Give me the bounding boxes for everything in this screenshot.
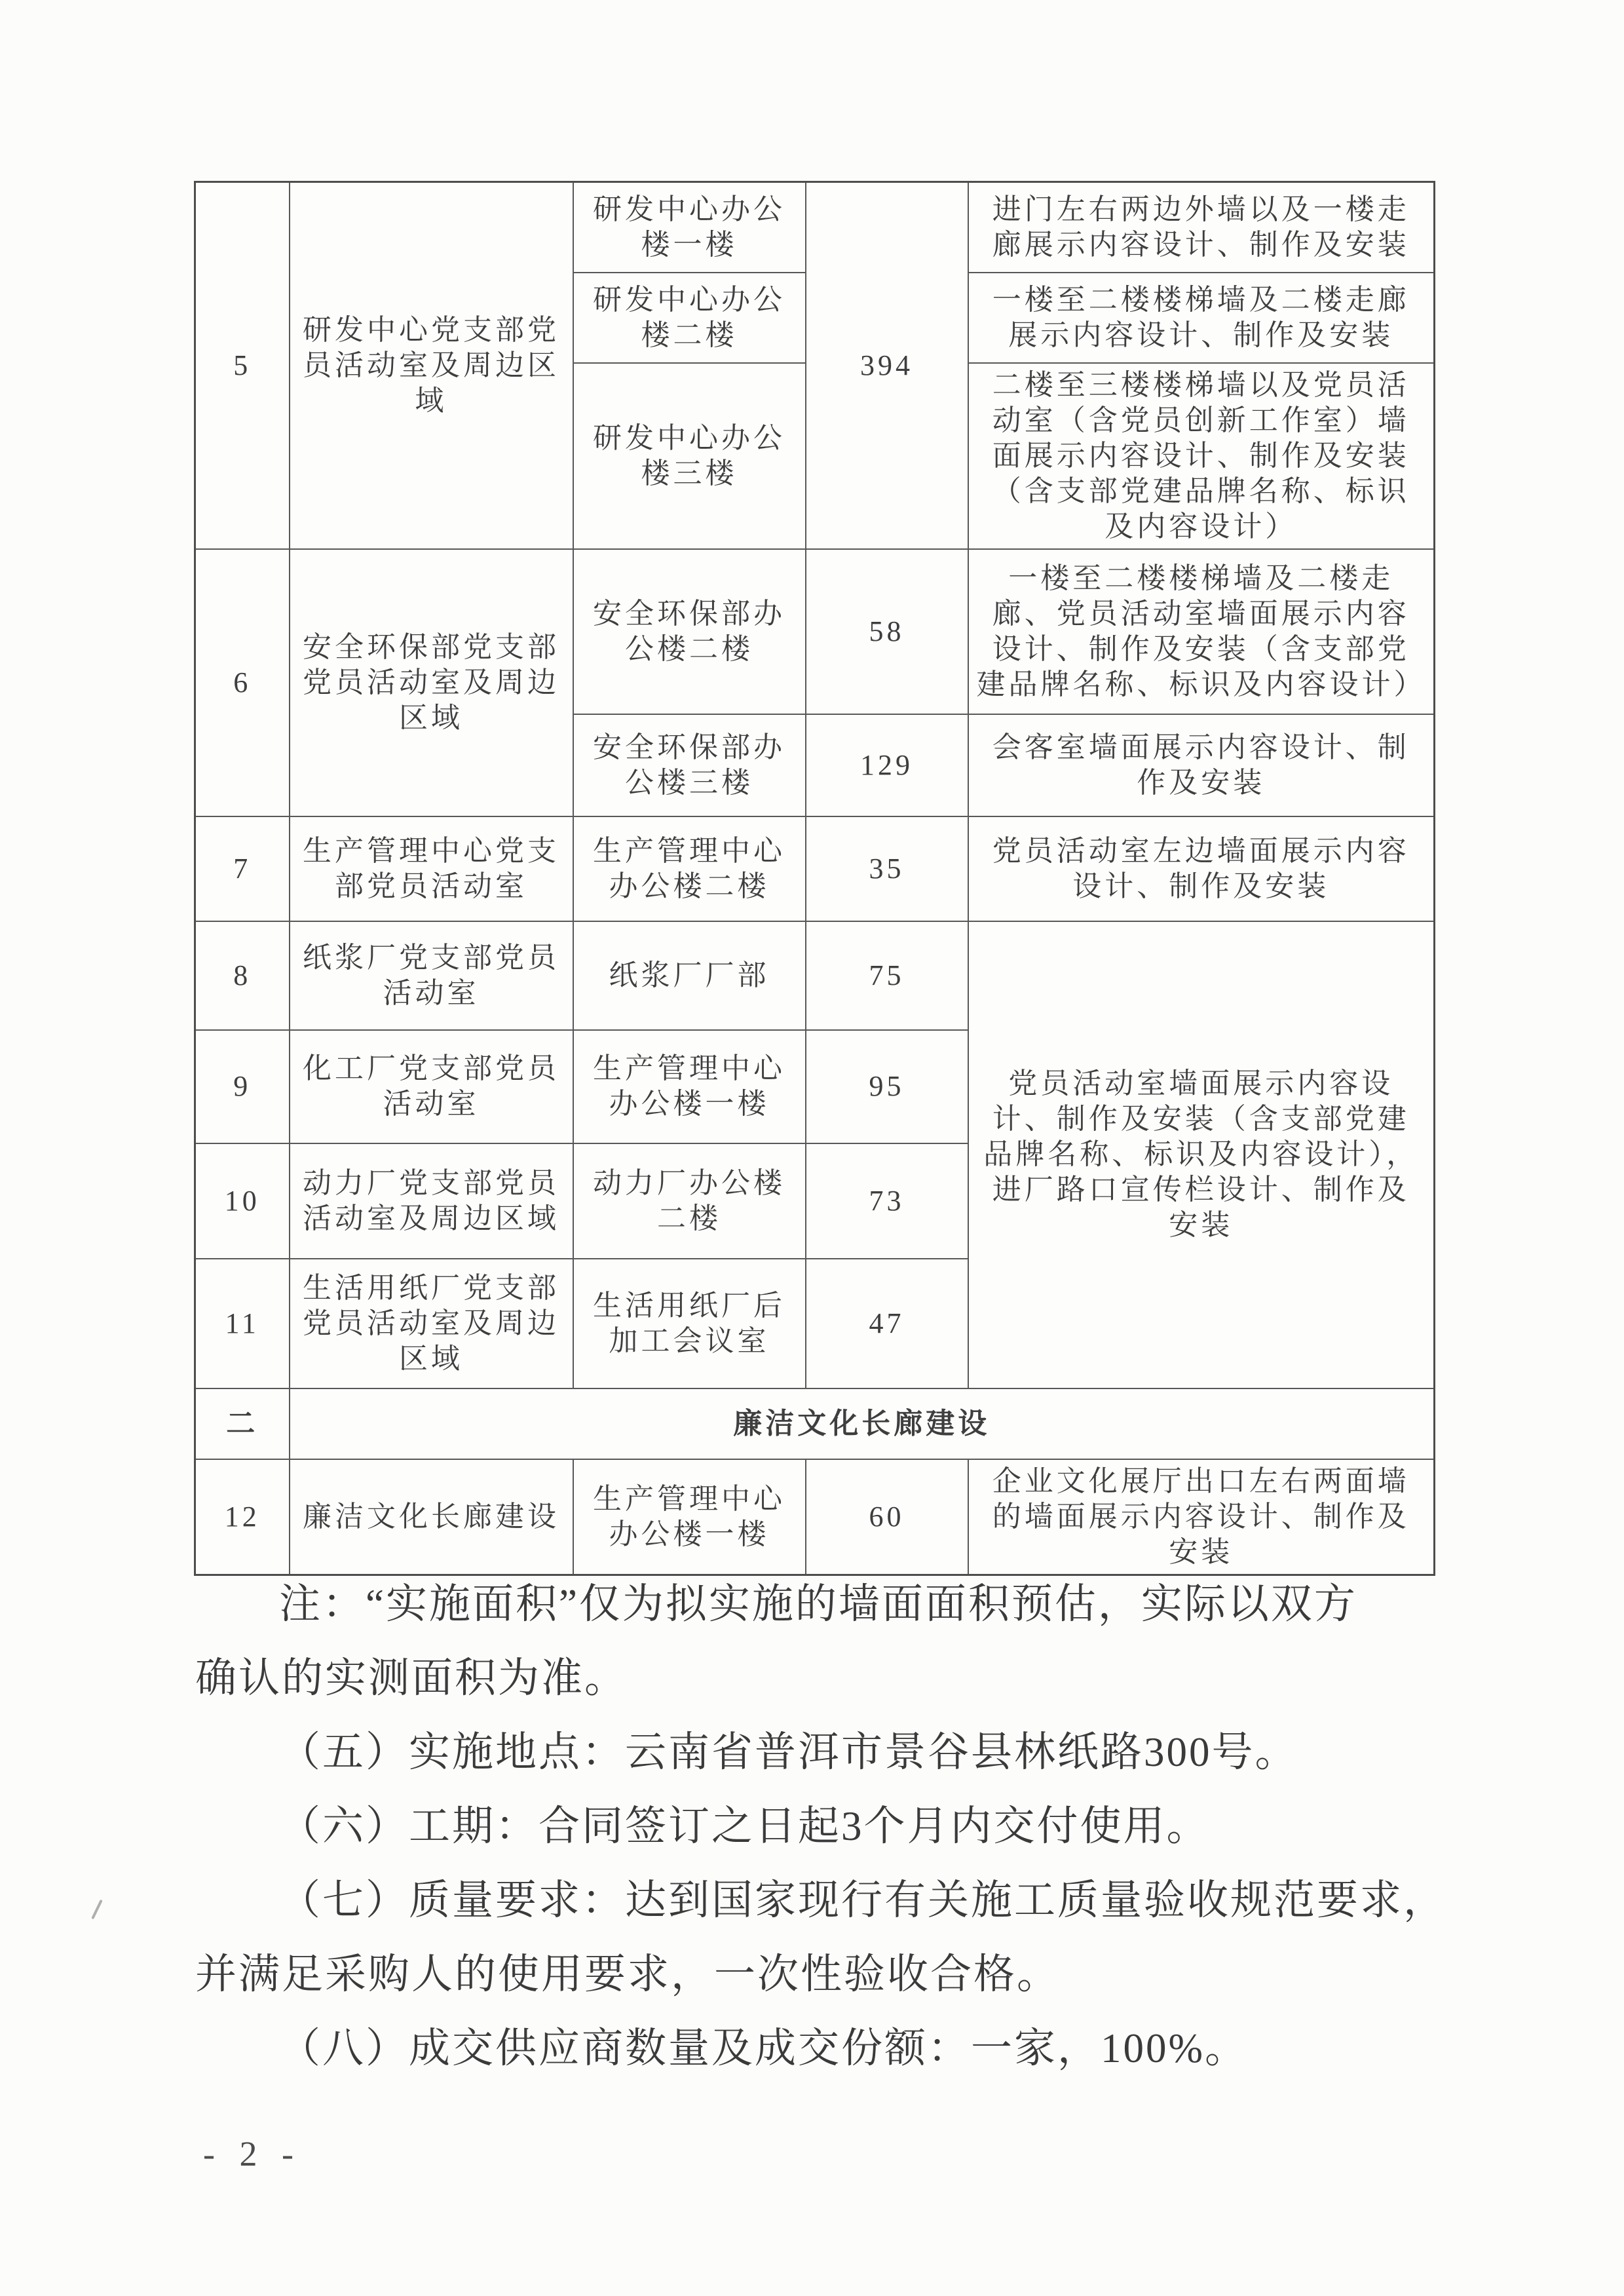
cell-r5-sub1-content: 进门左右两边外墙以及一楼走廊展示内容设计、制作及安装 [968,182,1435,273]
cell-r11-no: 11 [195,1259,290,1388]
paragraph-7-quality-line-2: 并满足采购人的使用要求，一次性验收合格。 [195,1951,1060,1997]
cell-r10-area: 73 [806,1143,968,1259]
note-line-2: 确认的实测面积为准。 [195,1655,628,1701]
cell-r5-sub3-location: 研发中心办公楼三楼 [573,363,806,549]
cell-r7-no: 7 [195,816,290,921]
paragraph-8-supplier-share: （八）成交供应商数量及成交份额：一家，100%。 [279,2025,1248,2071]
cell-r5-sub3-content: 二楼至三楼楼梯墙以及党员活动室（含党员创新工作室）墙面展示内容设计、制作及安装（含支部党建品牌名称、标识及内容设计） [968,363,1435,549]
cell-r6-sub2-area: 129 [806,714,968,816]
paragraph-5-location: （五）实施地点：云南省普洱市景谷县林纸路300号。 [279,1729,1298,1775]
cell-r6-sub1-location: 安全环保部办公楼二楼 [573,549,806,714]
note-line-1: 注：“实施面积”仅为拟实施的墙面面积预估，实际以双方 [279,1581,1357,1627]
scan-artifact-mark [91,1900,103,1920]
cell-r6-name: 安全环保部党支部党员活动室及周边区域 [290,549,573,816]
cell-section2-no: 二 [195,1388,290,1459]
paragraph-6-duration: （六）工期：合同签订之日起3个月内交付使用。 [279,1803,1210,1849]
cell-r12-location: 生产管理中心办公楼一楼 [573,1459,806,1575]
table-row [195,549,1435,714]
cell-r7-name: 生产管理中心党支部党员活动室 [290,816,573,921]
cell-r6-sub1-area: 58 [806,549,968,714]
cell-r10-name: 动力厂党支部党员活动室及周边区域 [290,1143,573,1259]
cell-r9-no: 9 [195,1030,290,1143]
cell-r11-name: 生活用纸厂党支部党员活动室及周边区域 [290,1259,573,1388]
cell-r12-area: 60 [806,1459,968,1575]
cell-r12-content: 企业文化展厅出口左右两面墙的墙面展示内容设计、制作及安装 [968,1459,1435,1575]
body-text-block [195,1567,1446,2086]
cell-r9-location: 生产管理中心办公楼一楼 [573,1030,806,1143]
cell-r9-area: 95 [806,1030,968,1143]
cell-r10-no: 10 [195,1143,290,1259]
cell-r12-no: 12 [195,1459,290,1575]
section-row [195,1388,1435,1459]
cell-r5-sub1-location: 研发中心办公楼一楼 [573,182,806,273]
cell-r8-location: 纸浆厂厂部 [573,921,806,1030]
cell-r7-content: 党员活动室左边墙面展示内容设计、制作及安装 [968,816,1435,921]
cell-r8-r11-merged-content: 党员活动室墙面展示内容设计、制作及安装（含支部党建品牌名称、标识及内容设计），进厂路口宣传栏设计、制作及安装 [968,921,1435,1388]
cell-r8-name: 纸浆厂党支部党员活动室 [290,921,573,1030]
cell-r8-no: 8 [195,921,290,1030]
cell-r6-sub1-content: 一楼至二楼楼梯墙及二楼走廊、党员活动室墙面展示内容设计、制作及安装（含支部党建品牌名称、标识及内容设计） [968,549,1435,714]
cell-r6-sub2-location: 安全环保部办公楼三楼 [573,714,806,816]
paragraph-7-quality-line-1: （七）质量要求：达到国家现行有关施工质量验收规范要求， [279,1877,1446,1923]
table-row [195,921,1435,1030]
cell-r11-area: 47 [806,1259,968,1388]
cell-r5-sub2-location: 研发中心办公楼二楼 [573,273,806,363]
page-number: - 2 - [203,2134,301,2173]
table-row [195,1459,1435,1575]
cell-section2-title: 廉洁文化长廊建设 [290,1388,1435,1459]
cell-r5-name: 研发中心党支部党员活动室及周边区域 [290,182,573,549]
implementation-items-table [194,181,1435,1576]
table-row [195,816,1435,921]
cell-r11-location: 生活用纸厂后加工会议室 [573,1259,806,1388]
cell-r5-sub2-content: 一楼至二楼楼梯墙及二楼走廊展示内容设计、制作及安装 [968,273,1435,363]
cell-r10-location: 动力厂办公楼二楼 [573,1143,806,1259]
cell-r8-area: 75 [806,921,968,1030]
cell-r9-name: 化工厂党支部党员活动室 [290,1030,573,1143]
cell-r7-location: 生产管理中心办公楼二楼 [573,816,806,921]
cell-r7-area: 35 [806,816,968,921]
cell-r12-name: 廉洁文化长廊建设 [290,1459,573,1575]
cell-r5-no: 5 [195,182,290,549]
cell-r6-sub2-content: 会客室墙面展示内容设计、制作及安装 [968,714,1435,816]
cell-r6-no: 6 [195,549,290,816]
cell-r5-area: 394 [806,182,968,549]
table-row [195,182,1435,273]
